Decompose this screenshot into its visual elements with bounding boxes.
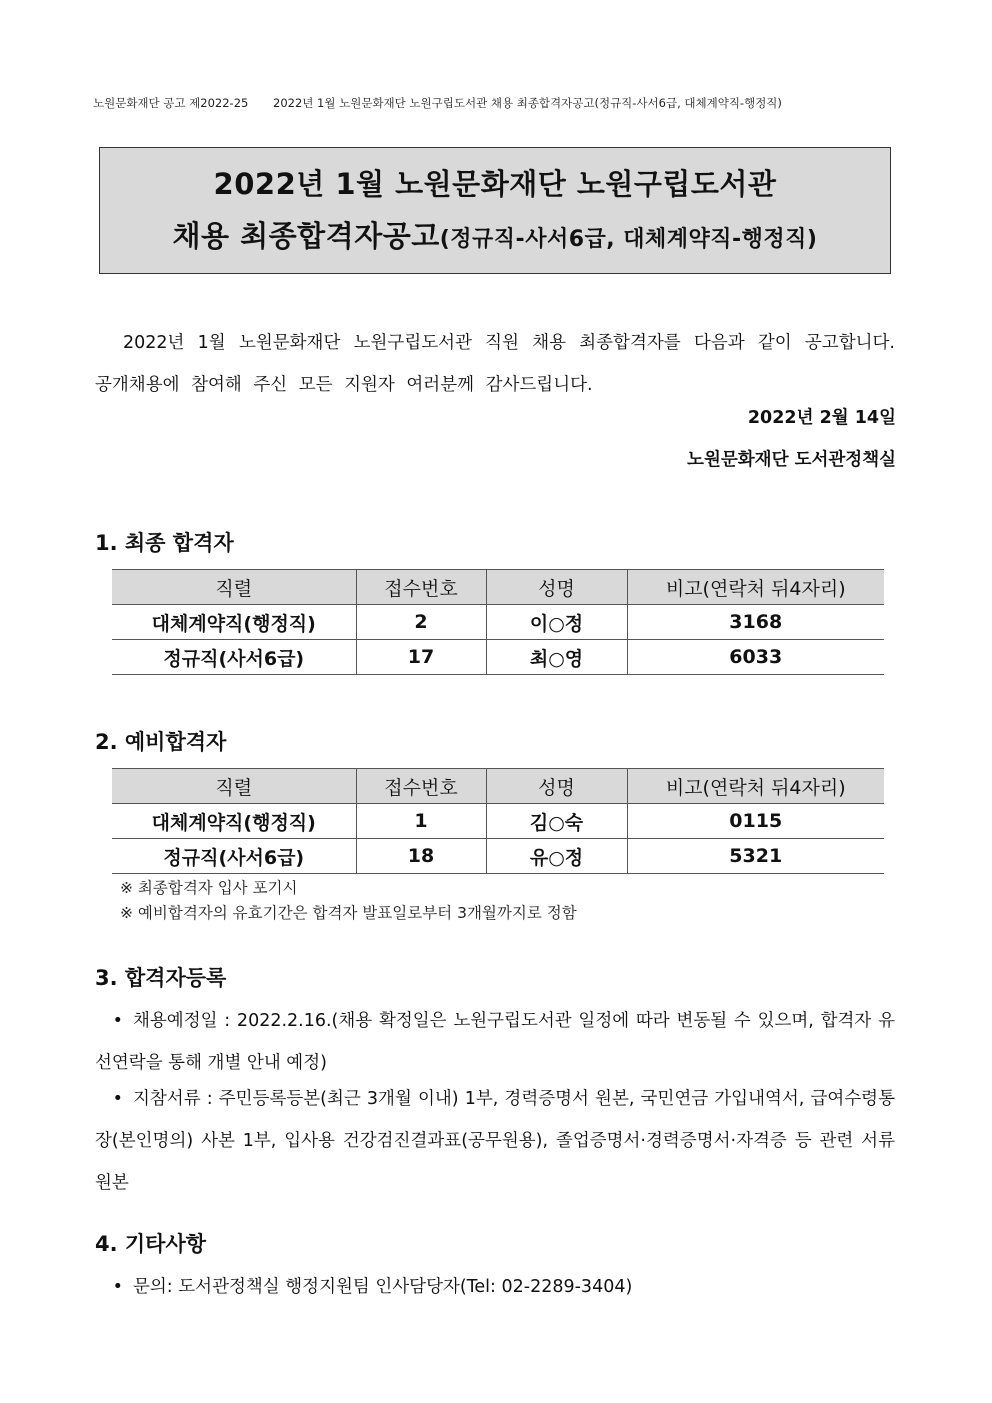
column-header: 접수번호 [356, 769, 486, 804]
table-cell: 이○정 [486, 605, 627, 640]
table-header-row [112, 769, 884, 804]
note-1: ※ 최종합격자 입사 포기시 [120, 879, 298, 897]
list-item-text: 채용예정일 : 2022.2.16.(채용 확정일은 노원구립도서관 일정에 따라 변동될 수 있으며, 합격자 유선연락을 통해 개별 안내 예정) [95, 1011, 895, 1073]
list-item-text: 지참서류 : 주민등록등본(최근 3개월 이내) 1부, 경력증명서 원본, 국민연금 가입내역서, 급여수령통장(본인명의) 사본 1부, 입사용 건강검진결과표(공무원용), 졸업증명서·경력증명서·자격증 등 관련 서류 원본 [95, 1089, 895, 1193]
table-cell: 대체계약직(행정직) [112, 804, 356, 839]
section-2-title: 2. 예비합격자 [95, 730, 227, 754]
title-line-2-main: 채용 최종합격자공고 [172, 219, 440, 253]
table-cell: 2 [356, 605, 486, 640]
title-line-2 [100, 214, 890, 255]
table-cell: 정규직(사서6급) [112, 640, 356, 675]
table-row [112, 839, 884, 874]
column-header: 직렬 [112, 570, 356, 605]
list-item [95, 1266, 895, 1308]
table-cell: 0115 [627, 804, 884, 839]
intro-paragraph: 2022년 1월 노원문화재단 노원구립도서관 직원 채용 최종합격자를 다음과 같이 공고합니다. 공개채용에 참여해 주신 모든 지원자 여러분께 감사드립니다. [95, 333, 895, 395]
table-cell: 6033 [627, 640, 884, 675]
column-header: 접수번호 [356, 570, 486, 605]
table-header-row [112, 570, 884, 605]
column-header: 성명 [486, 769, 627, 804]
bullet-icon: • [112, 1011, 123, 1031]
table-cell: 최○영 [486, 640, 627, 675]
list-item-text: 문의: 도서관정책실 행정지원팀 인사담당자(Tel: 02-2289-3404) [133, 1277, 633, 1297]
section-3-title: 3. 합격자등록 [95, 966, 227, 990]
table-row [112, 605, 884, 640]
bullet-icon: • [112, 1277, 123, 1297]
final-passers-table [112, 569, 884, 675]
note-2: ※ 예비합격자의 유효기간은 합격자 발표일로부터 3개월까지로 정함 [120, 904, 577, 922]
table-cell: 김○숙 [486, 804, 627, 839]
table-row [112, 640, 884, 675]
title-box [99, 147, 891, 274]
table-cell: 1 [356, 804, 486, 839]
reserve-passers-table [112, 768, 884, 874]
issuer: 노원문화재단 도서관정책실 [687, 450, 896, 470]
list-item [95, 1078, 895, 1204]
title-line-2-sub: (정규직-사서6급, 대체계약직-행정직) [439, 227, 818, 252]
column-header: 직렬 [112, 769, 356, 804]
table-cell: 18 [356, 839, 486, 874]
doc-header-title: 2022년 1월 노원문화재단 노원구립도서관 채용 최종합격자공고(정규직-사서6급, 대체계약직-행정직) [273, 96, 782, 110]
running-header [93, 95, 893, 111]
table-cell: 정규직(사서6급) [112, 839, 356, 874]
table-cell: 17 [356, 640, 486, 675]
table-cell: 대체계약직(행정직) [112, 605, 356, 640]
section-4-title: 4. 기타사항 [95, 1232, 207, 1256]
announcement-date: 2022년 2월 14일 [747, 408, 896, 428]
table-row [112, 804, 884, 839]
section-1-title: 1. 최종 합격자 [95, 531, 234, 555]
column-header: 비고(연락처 뒤4자리) [627, 570, 884, 605]
doc-number: 노원문화재단 공고 제2022-25 [93, 96, 249, 110]
column-header: 성명 [486, 570, 627, 605]
bullet-icon: • [112, 1089, 123, 1109]
title-line-1: 2022년 1월 노원문화재단 노원구립도서관 [213, 167, 777, 201]
table-cell: 5321 [627, 839, 884, 874]
column-header: 비고(연락처 뒤4자리) [627, 769, 884, 804]
table-cell: 3168 [627, 605, 884, 640]
list-item [95, 1000, 895, 1084]
table-cell: 유○정 [486, 839, 627, 874]
